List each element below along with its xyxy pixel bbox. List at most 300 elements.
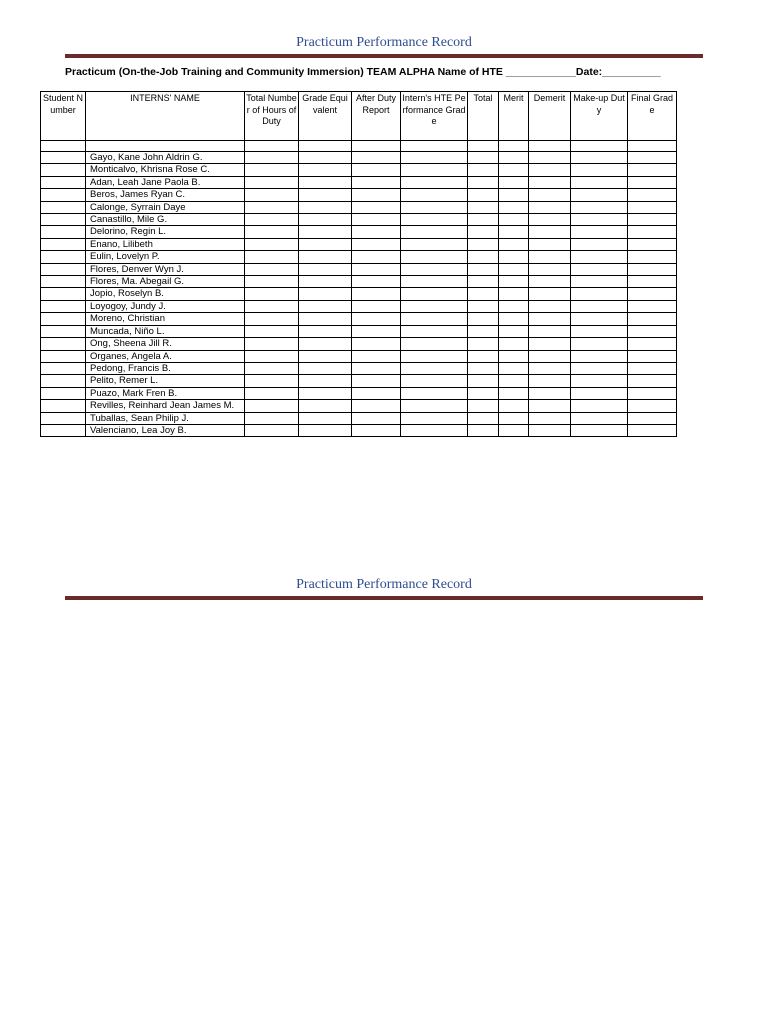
grade-cell[interactable] [468, 164, 499, 176]
intern-name: Valenciano, Lea Joy B. [86, 424, 245, 436]
grade-cell[interactable] [245, 176, 299, 188]
intern-name: Loyogoy, Jundy J. [86, 300, 245, 312]
grade-cell[interactable] [571, 276, 628, 288]
grade-cell[interactable] [401, 325, 468, 337]
grade-cell[interactable] [499, 251, 529, 263]
grade-cell[interactable] [352, 338, 401, 350]
table-cell[interactable] [529, 141, 571, 152]
table-row [41, 141, 677, 152]
student-number-cell[interactable] [41, 226, 86, 238]
grade-cell[interactable] [352, 276, 401, 288]
grade-cell[interactable] [352, 189, 401, 201]
student-number-cell[interactable] [41, 288, 86, 300]
grade-cell[interactable] [499, 300, 529, 312]
grade-cell[interactable] [299, 263, 352, 275]
grade-cell[interactable] [401, 313, 468, 325]
intern-name: Enano, Lilibeth [86, 238, 245, 250]
student-number-cell[interactable] [41, 251, 86, 263]
grade-cell[interactable] [628, 226, 677, 238]
grade-cell[interactable] [299, 412, 352, 424]
intern-name: Organes, Angela A. [86, 350, 245, 362]
table-row [41, 387, 677, 399]
table-header-row [41, 92, 677, 141]
grade-cell[interactable] [352, 226, 401, 238]
table-row [41, 325, 677, 337]
table-cell[interactable] [499, 141, 529, 152]
grade-cell[interactable] [468, 238, 499, 250]
grade-cell[interactable] [529, 251, 571, 263]
table-row [41, 164, 677, 176]
intern-name: Monticalvo, Khrisna Rose C. [86, 164, 245, 176]
grade-cell[interactable] [468, 214, 499, 226]
grade-cell[interactable] [245, 338, 299, 350]
grade-cell[interactable] [468, 300, 499, 312]
grade-cell[interactable] [529, 176, 571, 188]
grade-cell[interactable] [245, 300, 299, 312]
table-cell[interactable] [628, 141, 677, 152]
grade-cell[interactable] [499, 276, 529, 288]
grade-cell[interactable] [529, 412, 571, 424]
grade-cell[interactable] [352, 214, 401, 226]
grade-cell[interactable] [468, 189, 499, 201]
grade-cell[interactable] [628, 300, 677, 312]
grade-cell[interactable] [628, 313, 677, 325]
grade-cell[interactable] [499, 338, 529, 350]
grade-cell[interactable] [352, 350, 401, 362]
grade-cell[interactable] [401, 251, 468, 263]
grade-cell[interactable] [571, 226, 628, 238]
grade-cell[interactable] [299, 338, 352, 350]
grade-cell[interactable] [401, 238, 468, 250]
student-number-cell[interactable] [41, 412, 86, 424]
grade-cell[interactable] [468, 325, 499, 337]
grade-cell[interactable] [571, 387, 628, 399]
table-row [41, 288, 677, 300]
grade-cell[interactable] [468, 400, 499, 412]
grade-cell[interactable] [352, 288, 401, 300]
grade-cell[interactable] [628, 152, 677, 164]
grade-cell[interactable] [499, 424, 529, 436]
grade-cell[interactable] [529, 201, 571, 213]
table-row [41, 263, 677, 275]
grade-cell[interactable] [245, 313, 299, 325]
grade-cell[interactable] [628, 251, 677, 263]
table-row [41, 412, 677, 424]
grade-cell[interactable] [628, 325, 677, 337]
table-row [41, 400, 677, 412]
table-row [41, 300, 677, 312]
grade-cell[interactable] [299, 226, 352, 238]
grade-cell[interactable] [628, 387, 677, 399]
grade-cell[interactable] [628, 350, 677, 362]
grade-cell[interactable] [529, 338, 571, 350]
grade-cell[interactable] [299, 350, 352, 362]
grade-cell[interactable] [628, 288, 677, 300]
grade-cell[interactable] [299, 300, 352, 312]
grade-cell[interactable] [468, 424, 499, 436]
intern-name: Adan, Leah Jane Paola B. [86, 176, 245, 188]
student-number-cell[interactable] [41, 152, 86, 164]
column-header: Intern's HTE Performance Grade [401, 92, 468, 141]
grade-cell[interactable] [628, 176, 677, 188]
grade-cell[interactable] [352, 362, 401, 374]
grade-cell[interactable] [299, 325, 352, 337]
grade-cell[interactable] [468, 201, 499, 213]
grade-cell[interactable] [245, 387, 299, 399]
grade-cell[interactable] [468, 263, 499, 275]
grade-cell[interactable] [401, 300, 468, 312]
grade-cell[interactable] [352, 251, 401, 263]
form-subtitle: Practicum (On-the-Job Training and Community Immersion) TEAM ALPHA Name of HTE ____________Date:__________ [65, 66, 661, 78]
performance-table [40, 91, 677, 437]
grade-cell[interactable] [529, 350, 571, 362]
intern-name: Puazo, Mark Fren B. [86, 387, 245, 399]
table-row [41, 214, 677, 226]
table-row [41, 176, 677, 188]
grade-cell[interactable] [299, 238, 352, 250]
grade-cell[interactable] [352, 238, 401, 250]
table-row [41, 424, 677, 436]
intern-name: Eulin, Lovelyn P. [86, 251, 245, 263]
grade-cell[interactable] [571, 350, 628, 362]
column-header: Grade Equivalent [299, 92, 352, 141]
student-number-cell[interactable] [41, 189, 86, 201]
intern-name: Pelito, Remer L. [86, 375, 245, 387]
grade-cell[interactable] [401, 400, 468, 412]
grade-cell[interactable] [352, 325, 401, 337]
grade-cell[interactable] [352, 152, 401, 164]
grade-cell[interactable] [245, 400, 299, 412]
grade-cell[interactable] [628, 238, 677, 250]
grade-cell[interactable] [499, 400, 529, 412]
grade-cell[interactable] [499, 176, 529, 188]
grade-cell[interactable] [529, 300, 571, 312]
intern-name: Beros, James Ryan C. [86, 189, 245, 201]
grade-cell[interactable] [245, 276, 299, 288]
grade-cell[interactable] [352, 375, 401, 387]
grade-cell[interactable] [468, 288, 499, 300]
table-row [41, 313, 677, 325]
grade-cell[interactable] [245, 375, 299, 387]
grade-cell[interactable] [468, 350, 499, 362]
column-header: INTERNS' NAME [86, 92, 245, 141]
grade-cell[interactable] [352, 313, 401, 325]
table-cell[interactable] [86, 141, 245, 152]
grade-cell[interactable] [468, 276, 499, 288]
intern-name: Gayo, Kane John Aldrin G. [86, 152, 245, 164]
grade-cell[interactable] [499, 313, 529, 325]
grade-cell[interactable] [245, 201, 299, 213]
grade-cell[interactable] [499, 226, 529, 238]
grade-cell[interactable] [529, 189, 571, 201]
student-number-cell[interactable] [41, 362, 86, 374]
grade-cell[interactable] [352, 400, 401, 412]
grade-cell[interactable] [352, 387, 401, 399]
intern-name: Moreno, Christian [86, 313, 245, 325]
grade-cell[interactable] [529, 424, 571, 436]
grade-cell[interactable] [571, 263, 628, 275]
grade-cell[interactable] [299, 313, 352, 325]
student-number-cell[interactable] [41, 387, 86, 399]
grade-cell[interactable] [571, 424, 628, 436]
grade-cell[interactable] [628, 412, 677, 424]
grade-cell[interactable] [571, 201, 628, 213]
grade-cell[interactable] [529, 226, 571, 238]
grade-cell[interactable] [571, 362, 628, 374]
grade-cell[interactable] [245, 325, 299, 337]
grade-cell[interactable] [499, 412, 529, 424]
grade-cell[interactable] [499, 214, 529, 226]
grade-cell[interactable] [299, 164, 352, 176]
table-row [41, 152, 677, 164]
table-row [41, 276, 677, 288]
grade-cell[interactable] [571, 400, 628, 412]
grade-cell[interactable] [468, 152, 499, 164]
intern-name: Delorino, Regin L. [86, 226, 245, 238]
table-cell[interactable] [245, 141, 299, 152]
grade-cell[interactable] [529, 263, 571, 275]
intern-name: Jopio, Roselyn B. [86, 288, 245, 300]
intern-name: Revilles, Reinhard Jean James M. [86, 400, 245, 412]
grade-cell[interactable] [401, 276, 468, 288]
grade-cell[interactable] [401, 152, 468, 164]
grade-cell[interactable] [468, 375, 499, 387]
grade-cell[interactable] [299, 276, 352, 288]
table-row [41, 189, 677, 201]
grade-cell[interactable] [529, 325, 571, 337]
grade-cell[interactable] [299, 251, 352, 263]
grade-cell[interactable] [529, 362, 571, 374]
grade-cell[interactable] [628, 338, 677, 350]
grade-cell[interactable] [299, 152, 352, 164]
grade-cell[interactable] [628, 400, 677, 412]
page-header-1 [0, 34, 768, 52]
grade-cell[interactable] [628, 201, 677, 213]
student-number-cell[interactable] [41, 375, 86, 387]
grade-cell[interactable] [499, 238, 529, 250]
grade-cell[interactable] [401, 214, 468, 226]
header-divider [65, 596, 703, 600]
table-row [41, 362, 677, 374]
student-number-cell[interactable] [41, 238, 86, 250]
grade-cell[interactable] [571, 288, 628, 300]
grade-cell[interactable] [401, 375, 468, 387]
grade-cell[interactable] [401, 226, 468, 238]
grade-cell[interactable] [299, 375, 352, 387]
grade-cell[interactable] [628, 164, 677, 176]
student-number-cell[interactable] [41, 325, 86, 337]
grade-cell[interactable] [499, 263, 529, 275]
grade-cell[interactable] [529, 238, 571, 250]
grade-cell[interactable] [352, 201, 401, 213]
grade-cell[interactable] [571, 300, 628, 312]
page-header-2 [0, 576, 768, 594]
grade-cell[interactable] [299, 288, 352, 300]
grade-cell[interactable] [245, 189, 299, 201]
grade-cell[interactable] [468, 251, 499, 263]
grade-cell[interactable] [529, 400, 571, 412]
column-header: Merit [499, 92, 529, 141]
grade-cell[interactable] [352, 263, 401, 275]
grade-cell[interactable] [529, 164, 571, 176]
table-row [41, 338, 677, 350]
column-header: After Duty Report [352, 92, 401, 141]
grade-cell[interactable] [499, 375, 529, 387]
grade-cell[interactable] [245, 226, 299, 238]
grade-cell[interactable] [299, 201, 352, 213]
student-number-cell[interactable] [41, 400, 86, 412]
grade-cell[interactable] [628, 375, 677, 387]
grade-cell[interactable] [571, 152, 628, 164]
intern-name: Ong, Sheena Jill R. [86, 338, 245, 350]
column-header: Make-up Duty [571, 92, 628, 141]
grade-cell[interactable] [245, 164, 299, 176]
grade-cell[interactable] [529, 375, 571, 387]
grade-cell[interactable] [529, 288, 571, 300]
header-divider [65, 54, 703, 58]
grade-cell[interactable] [529, 387, 571, 399]
grade-cell[interactable] [571, 313, 628, 325]
table-row [41, 350, 677, 362]
grade-cell[interactable] [571, 189, 628, 201]
grade-cell[interactable] [628, 214, 677, 226]
table-cell[interactable] [41, 141, 86, 152]
grade-cell[interactable] [571, 375, 628, 387]
column-header: Total [468, 92, 499, 141]
grade-cell[interactable] [401, 350, 468, 362]
grade-cell[interactable] [499, 387, 529, 399]
table-cell[interactable] [299, 141, 352, 152]
grade-cell[interactable] [529, 214, 571, 226]
intern-name: Canastillo, Mile G. [86, 214, 245, 226]
grade-cell[interactable] [571, 338, 628, 350]
grade-cell[interactable] [401, 424, 468, 436]
intern-name: Muncada, Niño L. [86, 325, 245, 337]
student-number-cell[interactable] [41, 313, 86, 325]
column-header: Student Number [41, 92, 86, 141]
grade-cell[interactable] [299, 424, 352, 436]
grade-cell[interactable] [499, 189, 529, 201]
table-row [41, 238, 677, 250]
grade-cell[interactable] [628, 424, 677, 436]
grade-cell[interactable] [245, 350, 299, 362]
table-row [41, 226, 677, 238]
grade-cell[interactable] [352, 176, 401, 188]
grade-cell[interactable] [468, 338, 499, 350]
grade-cell[interactable] [245, 263, 299, 275]
grade-cell[interactable] [299, 362, 352, 374]
grade-cell[interactable] [571, 325, 628, 337]
table-cell[interactable] [468, 141, 499, 152]
grade-cell[interactable] [468, 313, 499, 325]
grade-cell[interactable] [628, 276, 677, 288]
student-number-cell[interactable] [41, 424, 86, 436]
grade-cell[interactable] [499, 164, 529, 176]
grade-cell[interactable] [401, 189, 468, 201]
page-title: Practicum Performance Record [296, 577, 472, 592]
grade-cell[interactable] [401, 263, 468, 275]
column-header: Total Number of Hours of Duty [245, 92, 299, 141]
grade-cell[interactable] [245, 412, 299, 424]
grade-cell[interactable] [628, 189, 677, 201]
grade-cell[interactable] [245, 152, 299, 164]
grade-cell[interactable] [401, 176, 468, 188]
student-number-cell[interactable] [41, 300, 86, 312]
grade-cell[interactable] [529, 152, 571, 164]
grade-cell[interactable] [245, 362, 299, 374]
table-cell[interactable] [401, 141, 468, 152]
grade-cell[interactable] [245, 424, 299, 436]
grade-cell[interactable] [299, 214, 352, 226]
grade-cell[interactable] [499, 362, 529, 374]
grade-cell[interactable] [352, 424, 401, 436]
student-number-cell[interactable] [41, 164, 86, 176]
grade-cell[interactable] [245, 251, 299, 263]
grade-cell[interactable] [352, 164, 401, 176]
grade-cell[interactable] [468, 387, 499, 399]
student-number-cell[interactable] [41, 176, 86, 188]
grade-cell[interactable] [499, 288, 529, 300]
grade-cell[interactable] [401, 201, 468, 213]
grade-cell[interactable] [468, 176, 499, 188]
grade-cell[interactable] [245, 238, 299, 250]
grade-cell[interactable] [499, 350, 529, 362]
grade-cell[interactable] [468, 362, 499, 374]
grade-cell[interactable] [571, 412, 628, 424]
student-number-cell[interactable] [41, 350, 86, 362]
grade-cell[interactable] [499, 201, 529, 213]
intern-name: Calonge, Syrrain Daye [86, 201, 245, 213]
grade-cell[interactable] [245, 288, 299, 300]
student-number-cell[interactable] [41, 214, 86, 226]
grade-cell[interactable] [468, 226, 499, 238]
grade-cell[interactable] [401, 412, 468, 424]
grade-cell[interactable] [401, 164, 468, 176]
grade-cell[interactable] [571, 251, 628, 263]
grade-cell[interactable] [571, 176, 628, 188]
grade-cell[interactable] [299, 387, 352, 399]
grade-cell[interactable] [352, 300, 401, 312]
grade-cell[interactable] [401, 362, 468, 374]
intern-name: Pedong, Francis B. [86, 362, 245, 374]
grade-cell[interactable] [529, 276, 571, 288]
grade-cell[interactable] [571, 238, 628, 250]
grade-cell[interactable] [299, 176, 352, 188]
grade-cell[interactable] [401, 338, 468, 350]
grade-cell[interactable] [628, 362, 677, 374]
grade-cell[interactable] [468, 412, 499, 424]
grade-cell[interactable] [352, 412, 401, 424]
page-title: Practicum Performance Record [296, 35, 472, 50]
student-number-cell[interactable] [41, 276, 86, 288]
grade-cell[interactable] [499, 152, 529, 164]
grade-cell[interactable] [571, 214, 628, 226]
table-cell[interactable] [352, 141, 401, 152]
grade-cell[interactable] [499, 325, 529, 337]
grade-cell[interactable] [401, 288, 468, 300]
grade-cell[interactable] [529, 313, 571, 325]
table-cell[interactable] [571, 141, 628, 152]
grade-cell[interactable] [245, 214, 299, 226]
student-number-cell[interactable] [41, 263, 86, 275]
student-number-cell[interactable] [41, 201, 86, 213]
grade-cell[interactable] [401, 387, 468, 399]
grade-cell[interactable] [571, 164, 628, 176]
grade-cell[interactable] [628, 263, 677, 275]
student-number-cell[interactable] [41, 338, 86, 350]
grade-cell[interactable] [299, 189, 352, 201]
grade-cell[interactable] [299, 400, 352, 412]
